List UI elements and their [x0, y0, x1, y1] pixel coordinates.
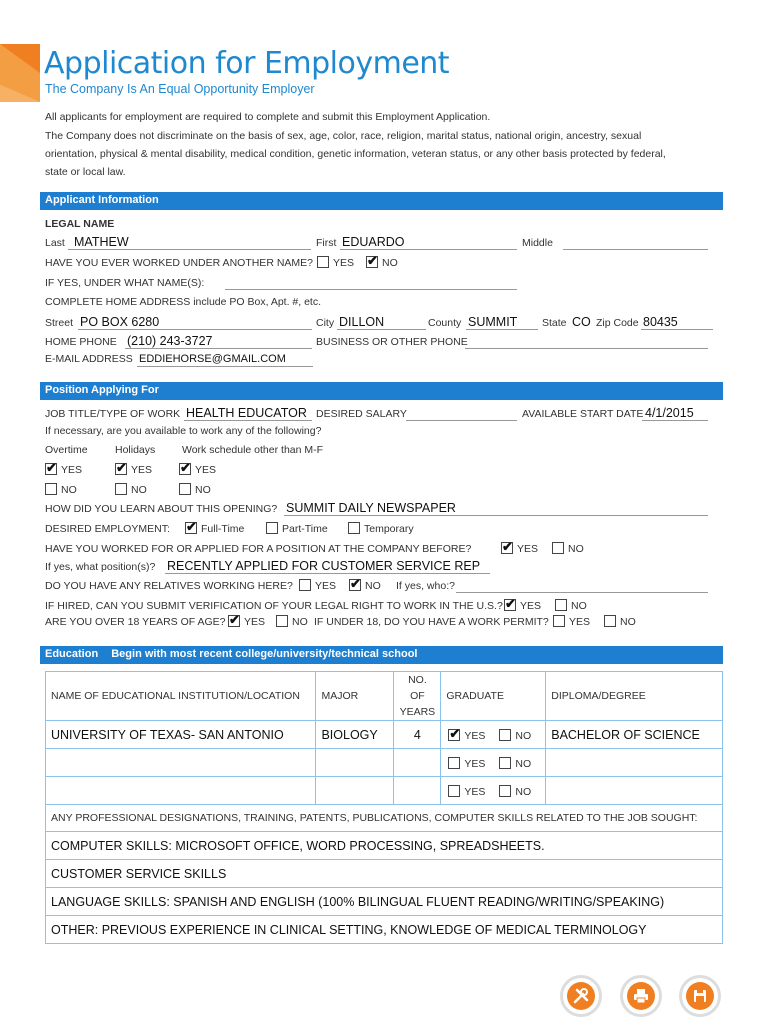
header-years: NO. OF YEARS [394, 672, 441, 721]
temporary-checkbox[interactable] [348, 522, 360, 534]
section-header-education [40, 646, 723, 664]
section-header-position: Position Applying For [40, 382, 723, 400]
yes-label: YES [131, 464, 153, 476]
county-field[interactable]: SUMMIT [468, 315, 518, 329]
yes-label: YES [244, 616, 266, 628]
state-label: State [542, 317, 567, 329]
professional-label-row [46, 805, 723, 832]
graduate-no-checkbox[interactable] [499, 785, 511, 797]
yes-label: YES [315, 580, 337, 592]
no-label: NO [131, 484, 147, 496]
yes-label: YES [569, 616, 591, 628]
home-phone-field[interactable]: (210) 243-3727 [127, 334, 213, 348]
overtime-no-checkbox[interactable] [45, 483, 57, 495]
overtime-yes-checkbox[interactable] [45, 463, 57, 475]
no-label: NO [382, 257, 398, 269]
overtime-label: Overtime [45, 444, 88, 456]
yes-label: YES [464, 729, 486, 742]
major-cell[interactable] [316, 777, 394, 805]
skills-field[interactable]: OTHER: PREVIOUS EXPERIENCE IN CLINICAL SETTING, KNOWLEDGE OF MEDICAL TERMINOLOGY [46, 916, 723, 944]
table-row [46, 721, 723, 749]
other-names-field[interactable] [225, 289, 517, 290]
page-title: Application for Employment [44, 46, 450, 81]
education-table [45, 671, 723, 944]
yes-label: YES [333, 257, 355, 269]
save-button[interactable] [679, 975, 721, 1017]
skills-row [46, 888, 723, 916]
other-name-question: HAVE YOU EVER WORKED UNDER ANOTHER NAME? [45, 257, 313, 269]
over-18-yes-checkbox[interactable] [228, 615, 240, 627]
permit-yes-checkbox[interactable] [553, 615, 565, 627]
county-label: County [428, 317, 462, 329]
header-institution: NAME OF EDUCATIONAL INSTITUTION/LOCATION [46, 672, 316, 721]
institution-cell[interactable] [46, 777, 316, 805]
graduate-cell [441, 749, 546, 777]
years-cell[interactable] [394, 777, 441, 805]
other-name-no-checkbox[interactable] [366, 256, 378, 268]
skills-field[interactable]: LANGUAGE SKILLS: SPANISH AND ENGLISH (100% BILINGUAL FLUENT READING/WRITING/SPEAKING) [46, 888, 723, 916]
street-field[interactable]: PO BOX 6280 [80, 315, 160, 329]
skills-row [46, 916, 723, 944]
relatives-who-label: If yes, who:? [396, 580, 455, 592]
verification-question: IF HIRED, CAN YOU SUBMIT VERIFICATION OF YOUR LEGAL RIGHT TO WORK IN THE U.S.? [45, 600, 503, 612]
availability-question: If necessary, are you available to work any of the following? [45, 425, 322, 437]
graduate-no-checkbox[interactable] [499, 757, 511, 769]
over-18-question: ARE YOU OVER 18 YEARS OF AGE? [45, 616, 226, 628]
header-degree: DIPLOMA/DEGREE [546, 672, 723, 721]
city-label: City [316, 317, 335, 329]
no-label: NO [195, 484, 211, 496]
table-row [46, 777, 723, 805]
intro-text: The Company does not discriminate on the basis of sex, age, color, race, religion, marital status, national origin, ancestry, sexual [45, 130, 642, 142]
no-label: NO [568, 543, 584, 555]
professional-label: ANY PROFESSIONAL DESIGNATIONS, TRAINING, PATENTS, PUBLICATIONS, COMPUTER SKILLS RELATED TO THE JOB SOUGHT: [46, 805, 723, 832]
graduate-cell [441, 777, 546, 805]
page-subtitle: The Company Is An Equal Opportunity Employer [45, 82, 315, 96]
last-name-field[interactable]: MATHEW [74, 235, 129, 249]
salary-field[interactable] [406, 420, 517, 421]
graduate-yes-checkbox[interactable] [448, 729, 460, 741]
major-cell[interactable] [316, 749, 394, 777]
start-date-field[interactable]: 4/1/2015 [645, 406, 694, 420]
positions-field[interactable]: RECENTLY APPLIED FOR CUSTOMER SERVICE REP [167, 559, 481, 573]
skills-field[interactable]: CUSTOMER SERVICE SKILLS [46, 860, 723, 888]
yes-label: YES [520, 600, 542, 612]
graduate-yes-checkbox[interactable] [448, 757, 460, 769]
no-label: NO [292, 616, 308, 628]
first-name-field[interactable]: EDUARDO [342, 235, 405, 249]
education-header-row [46, 672, 723, 721]
zip-field[interactable]: 80435 [643, 315, 678, 329]
institution-cell[interactable] [46, 749, 316, 777]
intro-text: orientation, physical & mental disability, medical condition, genetic information, veteran status, or any other basis protected by federal, [45, 148, 666, 160]
header-graduate: GRADUATE [441, 672, 546, 721]
salary-label: DESIRED SALARY [316, 408, 407, 420]
business-phone-label: BUSINESS OR OTHER PHONE [316, 336, 468, 348]
years-cell[interactable]: 4 [394, 721, 441, 749]
part-time-checkbox[interactable] [266, 522, 278, 534]
city-field[interactable]: DILLON [339, 315, 385, 329]
job-title-field[interactable]: HEALTH EDUCATOR [186, 406, 307, 420]
skills-field[interactable]: COMPUTER SKILLS: MICROSOFT OFFICE, WORD PROCESSING, SPREADSHEETS. [46, 832, 723, 860]
full-time-checkbox[interactable] [185, 522, 197, 534]
major-cell[interactable]: BIOLOGY [316, 721, 394, 749]
other-name-yes-checkbox[interactable] [317, 256, 329, 268]
desired-employment-label: DESIRED EMPLOYMENT: [45, 523, 170, 535]
learn-question: HOW DID YOU LEARN ABOUT THIS OPENING? [45, 503, 278, 515]
learn-field[interactable]: SUMMIT DAILY NEWSPAPER [286, 501, 456, 515]
corner-decoration [0, 44, 40, 102]
years-cell[interactable] [394, 749, 441, 777]
yes-label: YES [195, 464, 217, 476]
yes-label: YES [464, 757, 486, 770]
skills-row [46, 860, 723, 888]
worked-before-no-checkbox[interactable] [552, 542, 564, 554]
legal-name-label: LEGAL NAME [45, 218, 115, 230]
education-note: Begin with most recent college/university/technical school [111, 648, 418, 660]
no-label: NO [515, 785, 532, 798]
save-icon [686, 982, 714, 1010]
print-icon [627, 982, 655, 1010]
part-time-label: Part-Time [282, 523, 328, 535]
first-name-label: First [316, 237, 337, 249]
yes-label: YES [61, 464, 83, 476]
graduate-no-checkbox[interactable] [499, 729, 511, 741]
skills-row [46, 832, 723, 860]
holidays-no-checkbox[interactable] [115, 483, 127, 495]
zip-label: Zip Code [596, 317, 639, 329]
yes-label: YES [464, 785, 486, 798]
degree-cell[interactable] [546, 777, 723, 805]
no-label: NO [571, 600, 587, 612]
email-field[interactable]: EDDIEHORSE@GMAIL.COM [139, 353, 286, 365]
state-field[interactable]: CO [572, 315, 591, 329]
degree-cell[interactable] [546, 749, 723, 777]
tools-icon [567, 982, 595, 1010]
last-name-label: Last [45, 237, 65, 249]
address-label: COMPLETE HOME ADDRESS include PO Box, Apt. #, etc. [45, 296, 322, 308]
education-title: Education [45, 648, 99, 660]
worked-before-yes-checkbox[interactable] [501, 542, 513, 554]
header-major: MAJOR [316, 672, 394, 721]
intro-text: All applicants for employment are required to complete and submit this Employment Application. [45, 111, 491, 123]
verification-no-checkbox[interactable] [555, 599, 567, 611]
middle-name-label: Middle [522, 237, 553, 249]
start-date-label: AVAILABLE START DATE [522, 408, 644, 420]
schedule-no-checkbox[interactable] [179, 483, 191, 495]
street-label: Street [45, 317, 74, 329]
holidays-yes-checkbox[interactable] [115, 463, 127, 475]
temporary-label: Temporary [364, 523, 414, 535]
holidays-label: Holidays [115, 444, 156, 456]
graduate-yes-checkbox[interactable] [448, 785, 460, 797]
no-label: NO [515, 757, 532, 770]
no-label: NO [515, 729, 532, 742]
email-label: E-MAIL ADDRESS [45, 353, 133, 365]
yes-label: YES [517, 543, 539, 555]
relatives-yes-checkbox[interactable] [299, 579, 311, 591]
no-label: NO [620, 616, 636, 628]
schedule-label: Work schedule other than M-F [182, 444, 324, 456]
degree-cell[interactable]: BACHELOR OF SCIENCE [546, 721, 723, 749]
schedule-yes-checkbox[interactable] [179, 463, 191, 475]
business-phone-field[interactable] [465, 348, 708, 349]
relatives-who-field[interactable] [456, 592, 708, 593]
table-row [46, 749, 723, 777]
worked-before-question: HAVE YOU WORKED FOR OR APPLIED FOR A POSITION AT THE COMPANY BEFORE? [45, 543, 472, 555]
print-button[interactable] [620, 975, 662, 1017]
positions-label: If yes, what position(s)? [45, 561, 156, 573]
tools-button[interactable] [560, 975, 602, 1017]
middle-name-field[interactable] [563, 249, 708, 250]
relatives-no-checkbox[interactable] [349, 579, 361, 591]
over-18-no-checkbox[interactable] [276, 615, 288, 627]
no-label: NO [61, 484, 77, 496]
institution-cell[interactable]: UNIVERSITY OF TEXAS- SAN ANTONIO [46, 721, 316, 749]
full-time-label: Full-Time [201, 523, 245, 535]
other-names-label: IF YES, UNDER WHAT NAME(S): [45, 277, 205, 289]
section-header-applicant: Applicant Information [40, 192, 723, 210]
job-title-label: JOB TITLE/TYPE OF WORK [45, 408, 181, 420]
graduate-cell [441, 721, 546, 749]
work-permit-question: IF UNDER 18, DO YOU HAVE A WORK PERMIT? [314, 616, 549, 628]
intro-text: state or local law. [45, 166, 126, 178]
relatives-question: DO YOU HAVE ANY RELATIVES WORKING HERE? [45, 580, 293, 592]
no-label: NO [365, 580, 381, 592]
home-phone-label: HOME PHONE [45, 336, 117, 348]
verification-yes-checkbox[interactable] [504, 599, 516, 611]
permit-no-checkbox[interactable] [604, 615, 616, 627]
